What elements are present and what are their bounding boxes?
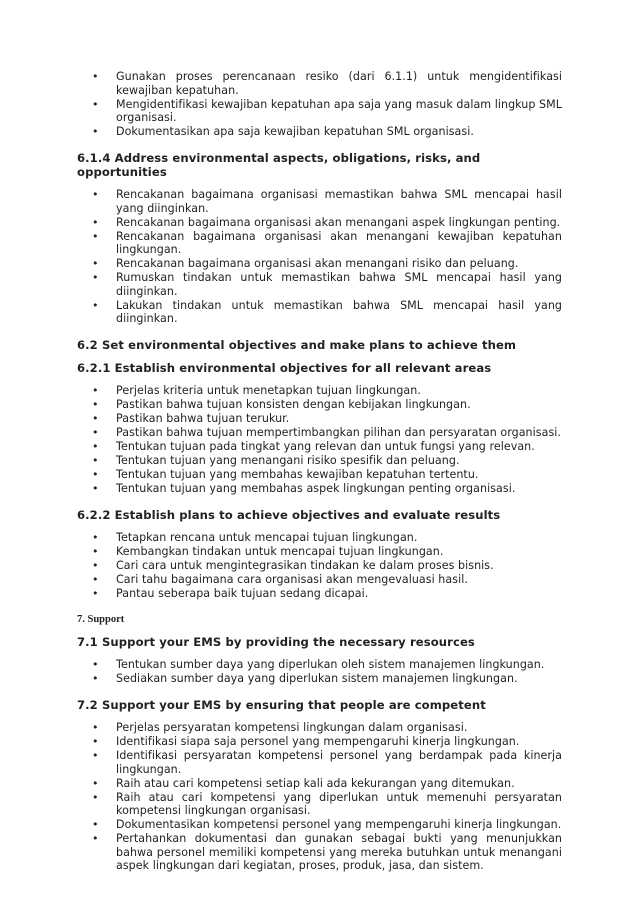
list-item: • Perjelas kriteria untuk menetapkan tujuan lingkungan. bbox=[77, 384, 562, 398]
list-item: • Kembangkan tindakan untuk mencapai tujuan lingkungan. bbox=[77, 545, 562, 559]
list-item: • Raih atau cari kompetensi setiap kali ada kekurangan yang ditemukan. bbox=[77, 777, 562, 791]
list-item: • Pastikan bahwa tujuan mempertimbangkan pilihan dan persyaratan organisasi. bbox=[77, 426, 562, 440]
list-item: • Dokumentasikan kompetensi personel yang mempengaruhi kinerja lingkungan. bbox=[77, 818, 562, 832]
list-item: • Rencakanan bagaimana organisasi akan menangani kewajiban kepatuhan lingkungan. bbox=[77, 230, 562, 257]
list-item: • Dokumentasikan apa saja kewajiban kepatuhan SML organisasi. bbox=[77, 125, 562, 139]
list-item: • Tentukan tujuan yang membahas aspek lingkungan penting organisasi. bbox=[77, 482, 562, 496]
bullet-list-7-2 bbox=[77, 721, 562, 873]
list-item: • Rencakanan bagaimana organisasi memastikan bahwa SML mencapai hasil yang diinginkan. bbox=[77, 188, 562, 215]
list-item: • Tentukan tujuan yang membahas kewajiban kepatuhan tertentu. bbox=[77, 468, 562, 482]
section-heading-6-1-4: 6.1.4 Address environmental aspects, obligations, risks, and opportunities bbox=[77, 151, 481, 179]
list-item: • Tentukan tujuan yang menangani risiko spesifik dan peluang. bbox=[77, 454, 562, 468]
bullet-list-7-1 bbox=[77, 658, 562, 686]
list-item: • Pastikan bahwa tujuan konsisten dengan kebijakan lingkungan. bbox=[77, 398, 562, 412]
list-item: • Raih atau cari kompetensi yang diperlukan untuk memenuhi persyaratan kompetensi lingkungan organisasi. bbox=[77, 791, 562, 818]
list-item: • Identifikasi siapa saja personel yang mempengaruhi kinerja lingkungan. bbox=[77, 735, 562, 749]
section-heading-7: 7. Support bbox=[77, 614, 125, 625]
list-item: • Cari tahu bagaimana cara organisasi akan mengevaluasi hasil. bbox=[77, 573, 562, 587]
bullet-list-6-2-1 bbox=[77, 384, 562, 496]
list-item: • Cari cara untuk mengintegrasikan tindakan ke dalam proses bisnis. bbox=[77, 559, 562, 573]
list-item: • Pastikan bahwa tujuan terukur. bbox=[77, 412, 562, 426]
bullet-list-6-1-4 bbox=[77, 188, 562, 326]
list-item: • Mengidentifikasi kewajiban kepatuhan apa saja yang masuk dalam lingkup SML organisasi. bbox=[77, 98, 562, 125]
section-heading-7-2: 7.2 Support your EMS by ensuring that people are competent bbox=[77, 698, 486, 712]
list-item: • Pantau seberapa baik tujuan sedang dicapai. bbox=[77, 587, 562, 601]
list-item: • Perjelas persyaratan kompetensi lingkungan dalam organisasi. bbox=[77, 721, 562, 735]
list-item: • Rencakanan bagaimana organisasi akan menangani risiko dan peluang. bbox=[77, 257, 562, 271]
section-heading-7-1: 7.1 Support your EMS by providing the necessary resources bbox=[77, 635, 475, 649]
bullet-list-intro bbox=[77, 70, 562, 139]
section-heading-6-2-2: 6.2.2 Establish plans to achieve objectives and evaluate results bbox=[77, 508, 501, 522]
list-item: • Tetapkan rencana untuk mencapai tujuan lingkungan. bbox=[77, 531, 562, 545]
list-item: • Rencakanan bagaimana organisasi akan menangani aspek lingkungan penting. bbox=[77, 216, 562, 230]
bullet-list-6-2-2 bbox=[77, 531, 562, 601]
list-item: • Sediakan sumber daya yang diperlukan sistem manajemen lingkungan. bbox=[77, 672, 562, 686]
list-item: • Gunakan proses perencanaan resiko (dari 6.1.1) untuk mengidentifikasi kewajiban kepatuhan. bbox=[77, 70, 562, 97]
list-item: • Tentukan tujuan pada tingkat yang relevan dan untuk fungsi yang relevan. bbox=[77, 440, 562, 454]
list-item: • Pertahankan dokumentasi dan gunakan sebagai bukti yang menunjukkan bahwa personel memiliki kompetensi yang mereka butuhkan untuk menangani aspek lingkungan dari kegiatan, proses, produk, jasa, dan sistem. bbox=[77, 832, 562, 873]
list-item: • Lakukan tindakan untuk memastikan bahwa SML mencapai hasil yang diinginkan. bbox=[77, 299, 562, 326]
section-heading-6-2: 6.2 Set environmental objectives and make plans to achieve them bbox=[77, 338, 517, 352]
list-item: • Identifikasi persyaratan kompetensi personel yang berdampak pada kinerja lingkungan. bbox=[77, 749, 562, 776]
list-item: • Tentukan sumber daya yang diperlukan oleh sistem manajemen lingkungan. bbox=[77, 658, 562, 672]
list-item: • Rumuskan tindakan untuk memastikan bahwa SML mencapai hasil yang diinginkan. bbox=[77, 271, 562, 298]
section-heading-6-2-1: 6.2.1 Establish environmental objectives for all relevant areas bbox=[77, 361, 492, 375]
